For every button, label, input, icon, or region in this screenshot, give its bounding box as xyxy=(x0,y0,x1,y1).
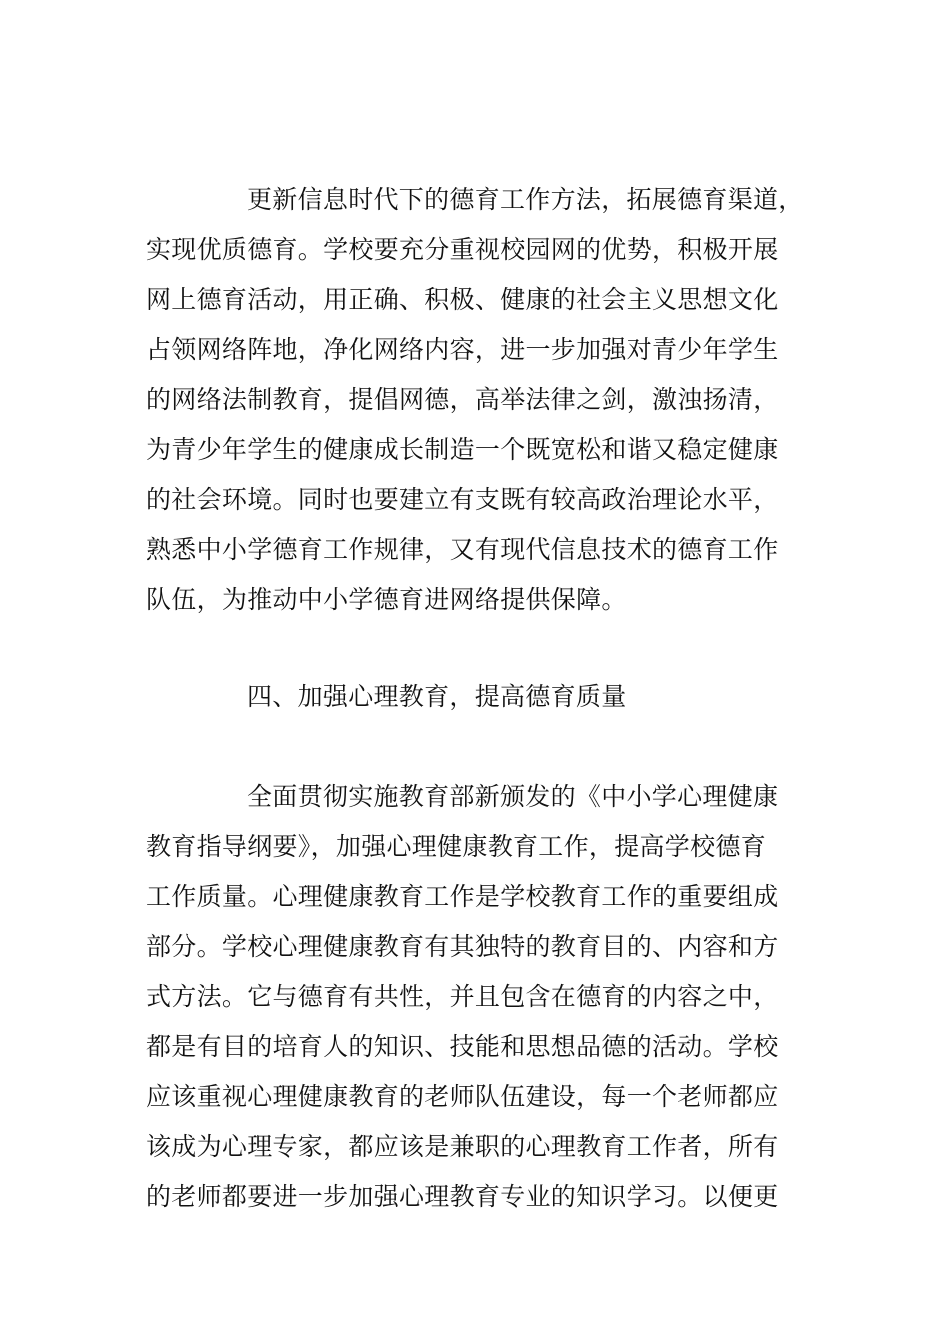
paragraph-2-line-7: 应该重视心理健康教育的老师队伍建设，每一个老师都应 xyxy=(146,1082,779,1111)
paragraph-1-line-5: 的网络法制教育，提倡网德，高举法律之剑，激浊扬清， xyxy=(146,385,779,414)
paragraph-2-line-6: 都是有目的培育人的知识、技能和思想品德的活动。学校 xyxy=(146,1032,779,1061)
paragraph-2-line-9: 的老师都要进一步加强心理教育专业的知识学习。以便更 xyxy=(146,1182,779,1211)
paragraph-1-line-9: 队伍，为推动中小学德育进网络提供保障。 xyxy=(146,585,627,614)
paragraph-1-line-6: 为青少年学生的健康成长制造一个既宽松和谐又稳定健康 xyxy=(146,435,779,464)
paragraph-1-line-8: 熟悉中小学德育工作规律，又有现代信息技术的德育工作 xyxy=(146,535,779,564)
paragraph-1-line-3: 网上德育活动，用正确、积极、健康的社会主义思想文化 xyxy=(146,285,779,314)
paragraph-1-line-7: 的社会环境。同时也要建立有支既有较高政治理论水平， xyxy=(146,485,779,514)
section-heading: 四、加强心理教育，提高德育质量 xyxy=(247,682,627,711)
paragraph-1-line-1: 更新信息时代下的德育工作方法，拓展德育渠道， xyxy=(247,185,804,214)
paragraph-2-line-8: 该成为心理专家，都应该是兼职的心理教育工作者，所有 xyxy=(146,1132,779,1161)
paragraph-2-line-1: 全面贯彻实施教育部新颁发的《中小学心理健康 xyxy=(247,782,779,811)
paragraph-2-line-2: 教育指导纲要》，加强心理健康教育工作，提高学校德育 xyxy=(146,832,767,861)
paragraph-2-line-5: 式方法。它与德育有共性，并且包含在德育的内容之中， xyxy=(146,982,779,1011)
paragraph-2-line-3: 工作质量。心理健康教育工作是学校教育工作的重要组成 xyxy=(146,882,779,911)
paragraph-2-line-4: 部分。学校心理健康教育有其独特的教育目的、内容和方 xyxy=(146,932,779,961)
paragraph-1-line-4: 占领网络阵地，净化网络内容，进一步加强对青少年学生 xyxy=(146,335,779,364)
paragraph-1-line-2: 实现优质德育。学校要充分重视校园网的优势，积极开展 xyxy=(146,235,779,264)
